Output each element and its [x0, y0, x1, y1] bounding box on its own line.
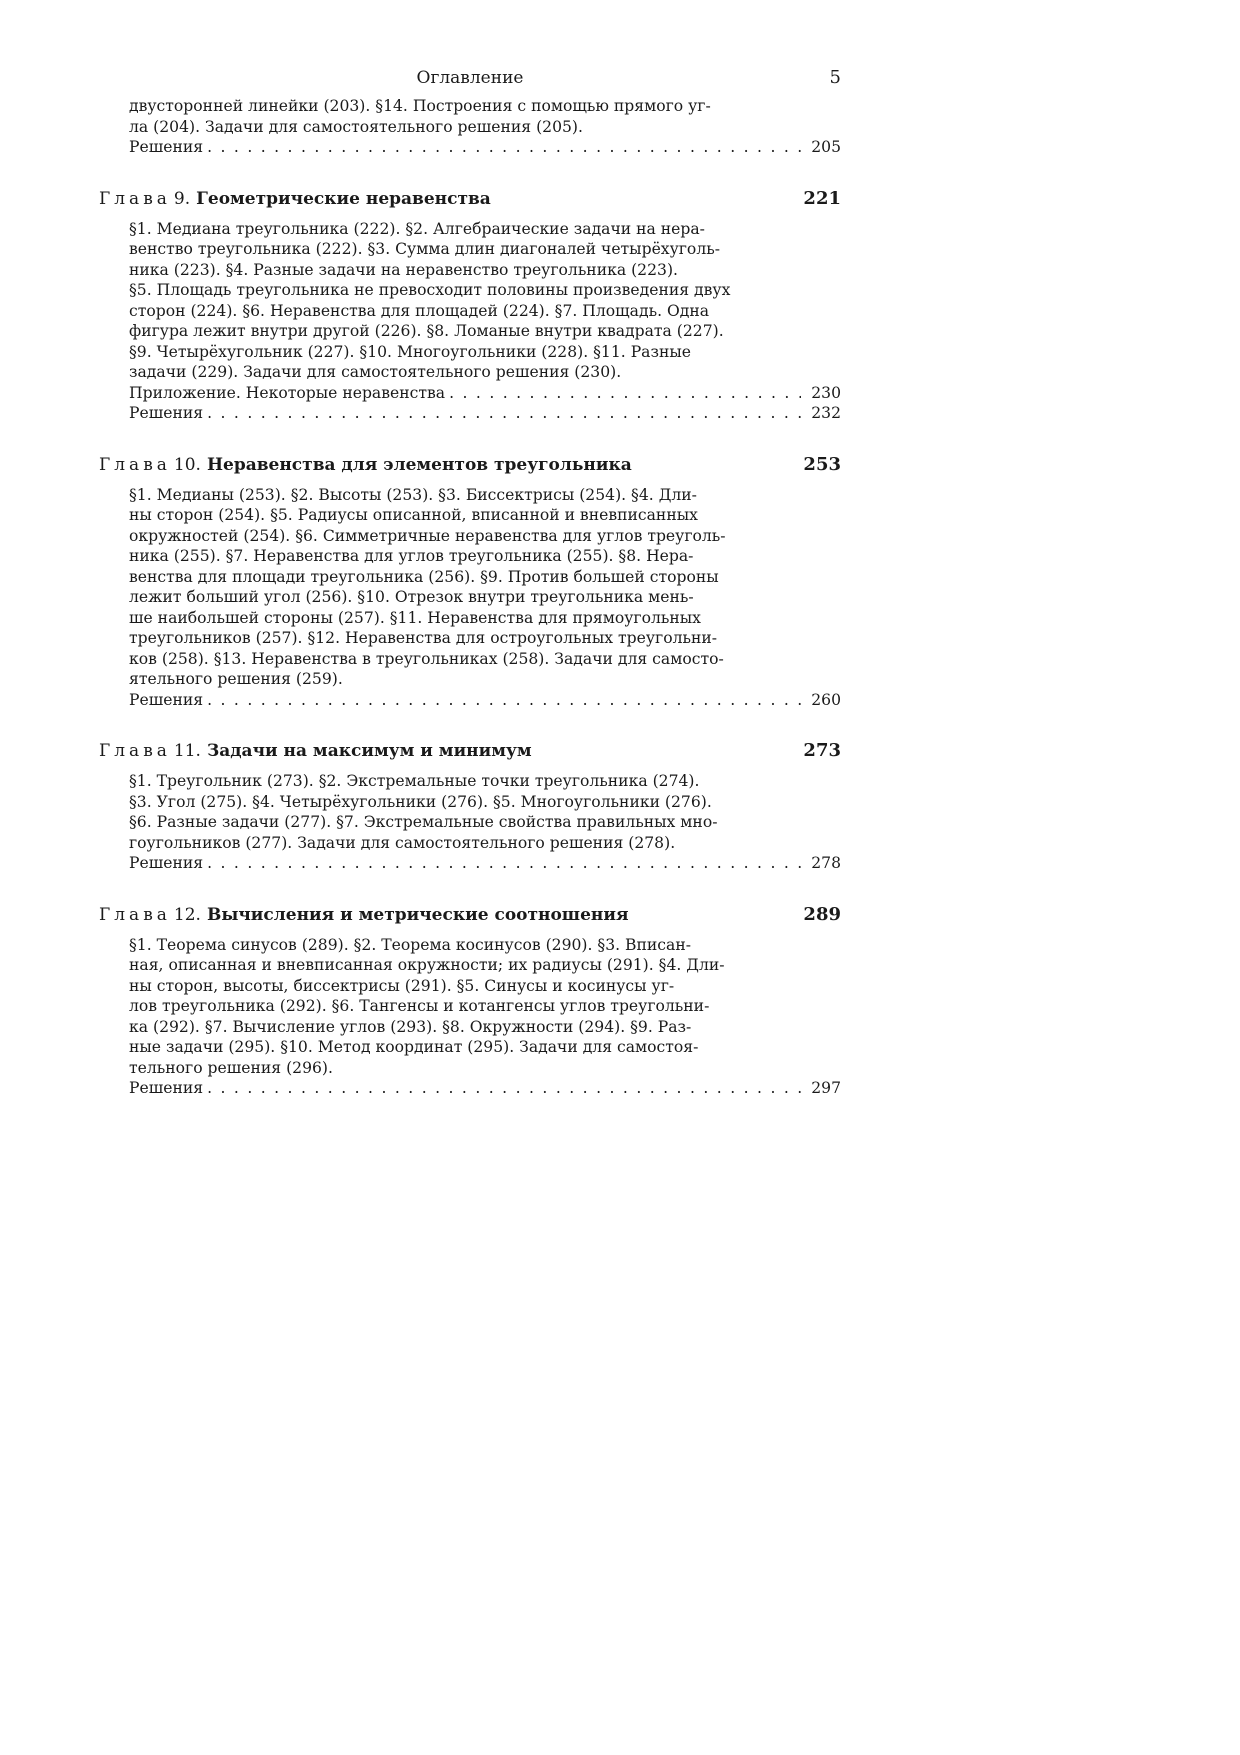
section-line: венства для площади треугольника (256). §9. Против большей стороны: [129, 567, 719, 586]
section-line: §5. Площадь треугольника не превосходит половины произведения двух: [129, 281, 731, 299]
section-line: ятельного решения (259).: [129, 670, 343, 688]
toc-entry-solutions[interactable]: [129, 403, 841, 424]
section-line: лежит больший угол (256). §10. Отрезок внутри треугольника мень-: [129, 588, 694, 606]
section-line: §1. Медианы (253). §2. Высоты (253). §3. Биссектрисы (254). §4. Дли-: [129, 485, 697, 504]
section-line: окружностей (254). §6. Симметричные неравенства для углов треуголь-: [129, 526, 726, 545]
section-list: [129, 96, 841, 137]
chapter-page: 221: [803, 187, 841, 209]
dot-leader: [207, 403, 801, 424]
page-number: 5: [829, 67, 841, 88]
chapter-contents: [129, 485, 841, 711]
chapter-page: 253: [803, 453, 841, 475]
toc-entry-label: Решения: [129, 1079, 204, 1097]
section-line: §6. Разные задачи (277). §7. Экстремальные свойства правильных мно-: [129, 813, 718, 831]
chapter-contents: [129, 771, 841, 874]
dot-leader: [207, 853, 801, 874]
toc-entry-label: Решения: [129, 138, 204, 156]
toc-entry-page: 297: [811, 1079, 841, 1097]
intro-block: [129, 96, 841, 158]
chapter-page: 289: [803, 903, 841, 925]
section-line: ка (292). §7. Вычисление углов (293). §8. Окружности (294). §9. Раз-: [129, 1017, 692, 1036]
section-list: [129, 485, 841, 690]
chapter-number: 9.: [173, 188, 191, 209]
toc-entry-label: Приложение. Некоторые неравенства: [129, 383, 446, 402]
running-head-title: Оглавление: [416, 68, 524, 88]
toc-entry-page: 232: [811, 404, 841, 422]
toc-entry-solutions[interactable]: [129, 690, 841, 711]
dot-leader: [207, 1078, 801, 1099]
section-line: треугольников (257). §12. Неравенства для остроугольных треугольни-: [129, 629, 718, 647]
chapter-title: Неравенства для элементов треугольника: [206, 454, 632, 475]
toc-page: [99, 60, 841, 1099]
chapter-word: Глава: [99, 454, 171, 475]
chapter-heading[interactable]: [99, 904, 841, 925]
toc-entry-page: 278: [811, 854, 841, 872]
chapter-title: Задачи на максимум и минимум: [206, 741, 532, 761]
section-line: лов треугольника (292). §6. Тангенсы и котангенсы углов треугольни-: [129, 997, 710, 1015]
chapter-11: [99, 740, 841, 874]
chapter-title: Геометрические неравенства: [196, 188, 491, 209]
section-line: фигура лежит внутри другой (226). §8. Ломаные внутри квадрата (227).: [129, 322, 724, 340]
chapter-word: Глава: [99, 188, 171, 209]
chapter-contents: [129, 219, 841, 424]
toc-entry-appendix[interactable]: [129, 383, 841, 404]
section-line: сторон (224). §6. Неравенства для площадей (224). §7. Площадь. Одна: [129, 301, 710, 320]
section-line: ла (204). Задачи для самостоятельного решения (205).: [129, 117, 583, 136]
section-line: ника (223). §4. Разные задачи на неравенство треугольника (223).: [129, 260, 678, 279]
section-list: [129, 771, 841, 853]
section-line: ные задачи (295). §10. Метод координат (295). Задачи для самостоя-: [129, 1038, 699, 1056]
toc-entry-page: 205: [811, 138, 841, 156]
dot-leader: [207, 137, 801, 158]
chapter-contents: [129, 935, 841, 1099]
section-line: ны сторон, высоты, биссектрисы (291). §5. Синусы и косинусы уг-: [129, 976, 675, 995]
section-line: задачи (229). Задачи для самостоятельного решения (230).: [129, 363, 622, 381]
chapter-9: [99, 188, 841, 424]
section-line: ная, описанная и вневписанная окружности; их радиусы (291). §4. Дли-: [129, 956, 725, 974]
chapter-heading[interactable]: [99, 740, 841, 761]
section-line: ника (255). §7. Неравенства для углов треугольника (255). §8. Нера-: [129, 547, 694, 565]
section-line: ны сторон (254). §5. Радиусы описанной, вписанной и вневписанных: [129, 506, 698, 524]
toc-entry-page: 260: [811, 690, 841, 709]
section-list: [129, 935, 841, 1079]
toc-entry-label: Решения: [129, 404, 204, 422]
section-line: ков (258). §13. Неравенства в треугольниках (258). Задачи для самосто-: [129, 649, 724, 668]
toc-entry-solutions[interactable]: [129, 853, 841, 874]
section-line: тельного решения (296).: [129, 1058, 333, 1077]
section-line: §1. Треугольник (273). §2. Экстремальные точки треугольника (274).: [129, 772, 700, 790]
section-list: [129, 219, 841, 383]
toc-entry-label: Решения: [129, 854, 204, 872]
chapter-word: Глава: [99, 904, 171, 925]
chapter-number: 10.: [173, 454, 201, 475]
dot-leader: [207, 690, 801, 711]
chapter-number: 11.: [173, 741, 201, 761]
section-line: §9. Четырёхугольник (227). §10. Многоугольники (228). §11. Разные: [129, 342, 692, 361]
running-head: [99, 60, 841, 96]
chapter-heading[interactable]: [99, 454, 841, 475]
section-line: §3. Угол (275). §4. Четырёхугольники (276). §5. Многоугольники (276).: [129, 792, 712, 811]
chapter-12: [99, 904, 841, 1099]
section-line: венство треугольника (222). §3. Сумма длин диагоналей четырёхуголь-: [129, 240, 720, 258]
section-line: ше наибольшей стороны (257). §11. Неравенства для прямоугольных: [129, 608, 701, 627]
toc-entry-solutions[interactable]: [129, 137, 841, 158]
chapter-number: 12.: [173, 904, 201, 925]
toc-entry-label: Решения: [129, 690, 204, 709]
chapter-10: [99, 454, 841, 711]
chapter-page: 273: [803, 740, 841, 761]
section-line: двусторонней линейки (203). §14. Построения с помощью прямого уг-: [129, 97, 711, 115]
section-line: §1. Медиана треугольника (222). §2. Алгебраические задачи на нера-: [129, 219, 705, 238]
chapter-title: Вычисления и метрические соотношения: [206, 904, 629, 925]
chapter-heading[interactable]: [99, 188, 841, 209]
section-line: §1. Теорема синусов (289). §2. Теорема косинусов (290). §3. Вписан-: [129, 935, 691, 954]
dot-leader: [449, 383, 801, 404]
toc-entry-solutions[interactable]: [129, 1078, 841, 1099]
toc-entry-page: 230: [811, 383, 841, 402]
section-line: гоугольников (277). Задачи для самостоятельного решения (278).: [129, 833, 676, 852]
chapter-word: Глава: [99, 741, 171, 761]
